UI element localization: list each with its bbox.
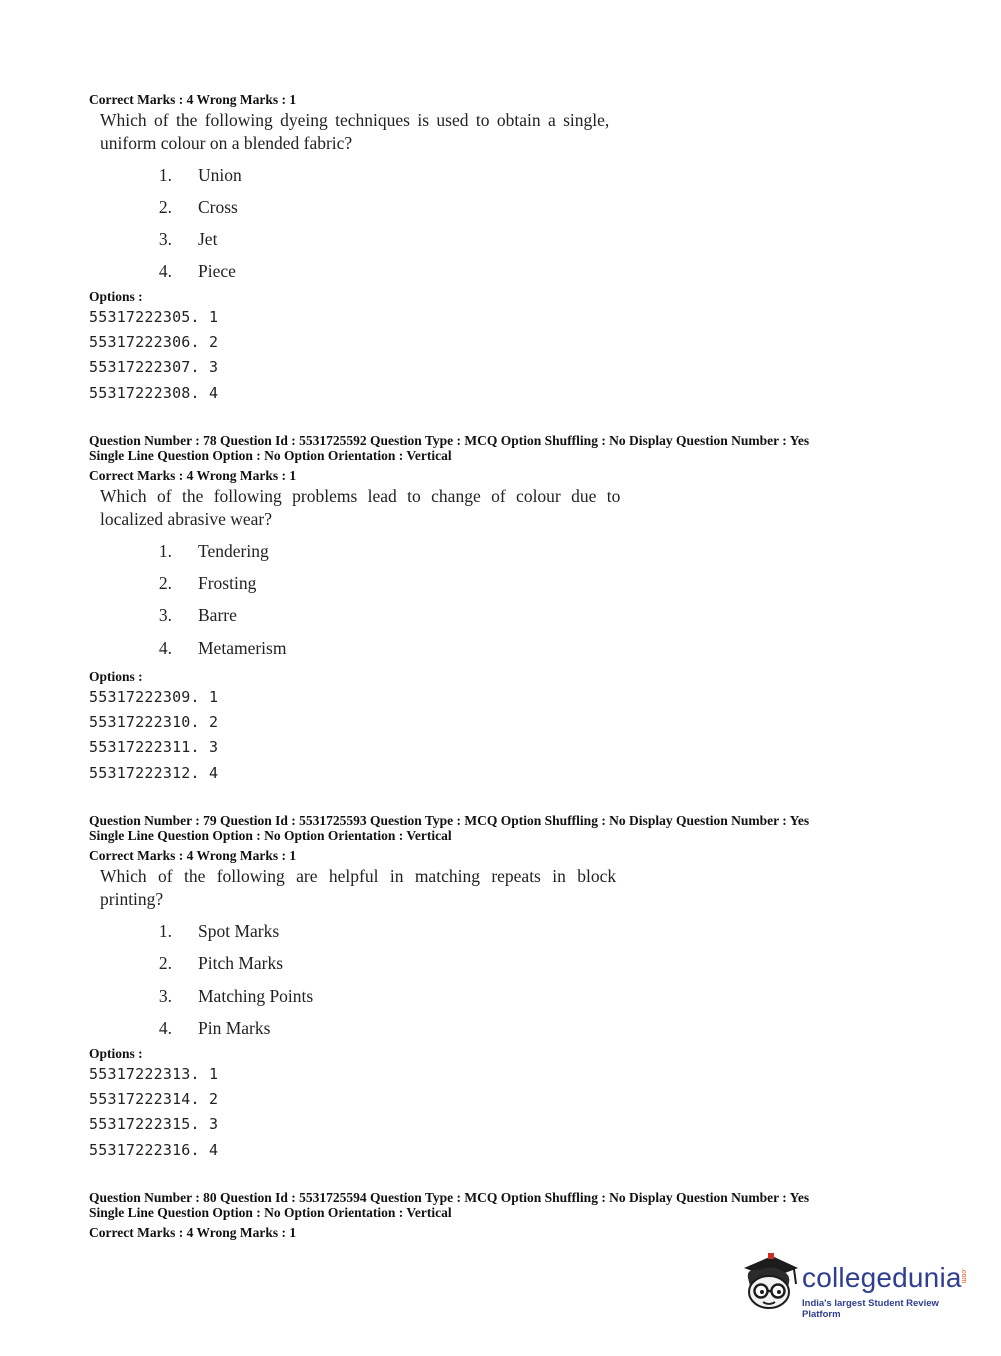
q79-header-line1: Question Number : 79 Question Id : 5531725593 Question Type : MCQ Option Shuffling : No Display Question Number : Yes [89, 813, 810, 828]
logo-tagline: India's largest Student Review Platform [802, 1298, 939, 1320]
q78-text-line2: localized abrasive wear? [100, 509, 272, 529]
q79-question-text [100, 865, 616, 911]
choice-text: Jet [198, 229, 218, 249]
student-mascot-icon [738, 1250, 800, 1312]
choice-number: 4. [158, 638, 172, 658]
q78-option-row: 55317222311. 3 [89, 738, 219, 756]
choice-text: Piece [198, 261, 236, 281]
choice-number: 1. [158, 921, 172, 941]
q77-option-row: 55317222306. 2 [89, 333, 219, 351]
q77-text-line2: uniform colour on a blended fabric? [100, 133, 353, 153]
q77-option-row: 55317222307. 3 [89, 358, 219, 376]
choice-text: Barre [198, 605, 237, 625]
q79-option-row: 55317222314. 2 [89, 1090, 219, 1108]
q79-marks: Correct Marks : 4 Wrong Marks : 1 [89, 848, 297, 863]
choice-text: Frosting [198, 573, 257, 593]
choice-number: 3. [158, 605, 172, 625]
choice-number: 3. [158, 986, 172, 1006]
choice-text: Metamerism [198, 638, 287, 658]
choice-text: Pin Marks [198, 1018, 271, 1038]
choice-number: 4. [158, 261, 172, 281]
choice-number: 4. [158, 1018, 172, 1038]
collegedunia-logo[interactable] [738, 1248, 968, 1318]
q78-question-text [100, 485, 620, 531]
q77-option-row: 55317222308. 4 [89, 384, 219, 402]
q77-options-label: Options : [89, 289, 143, 304]
q78-marks: Correct Marks : 4 Wrong Marks : 1 [89, 468, 297, 483]
q79-option-row: 55317222316. 4 [89, 1141, 219, 1159]
q78-text-line1: Which of the following problems lead to change of colour due to [100, 486, 621, 506]
choice-number: 1. [158, 541, 172, 561]
q77-option-row: 55317222305. 1 [89, 308, 219, 326]
q78-option-row: 55317222310. 2 [89, 713, 219, 731]
q79-option-row: 55317222313. 1 [89, 1065, 219, 1083]
choice-text: Spot Marks [198, 921, 280, 941]
q80-header-line2: Single Line Question Option : No Option Orientation : Vertical [89, 1205, 452, 1220]
choice-text: Pitch Marks [198, 953, 284, 973]
choice-text: Union [198, 165, 242, 185]
q78-header-line2: Single Line Question Option : No Option Orientation : Vertical [89, 448, 452, 463]
q79-options-label: Options : [89, 1046, 143, 1061]
logo-com: .com [960, 1268, 967, 1284]
choice-text: Cross [198, 197, 238, 217]
q79-option-row: 55317222315. 3 [89, 1115, 219, 1133]
q79-header-line2: Single Line Question Option : No Option Orientation : Vertical [89, 828, 452, 843]
q79-text-line2: printing? [100, 889, 164, 909]
q80-marks: Correct Marks : 4 Wrong Marks : 1 [89, 1225, 297, 1240]
choice-text: Tendering [198, 541, 269, 561]
q78-option-row: 55317222312. 4 [89, 764, 219, 782]
q77-question-text [100, 109, 609, 155]
q79-text-line1: Which of the following are helpful in matching repeats in block [100, 866, 617, 886]
q78-option-row: 55317222309. 1 [89, 688, 219, 706]
q80-header-line1: Question Number : 80 Question Id : 5531725594 Question Type : MCQ Option Shuffling : No Display Question Number : Yes [89, 1190, 810, 1205]
choice-number: 3. [158, 229, 172, 249]
q77-text-line1: Which of the following dyeing techniques is used to obtain a single, [100, 110, 610, 130]
q77-marks: Correct Marks : 4 Wrong Marks : 1 [89, 92, 297, 107]
choice-number: 2. [158, 197, 172, 217]
logo-wordmark: collegedunia [802, 1262, 962, 1293]
choice-number: 1. [158, 165, 172, 185]
choice-number: 2. [158, 953, 172, 973]
q78-header-line1: Question Number : 78 Question Id : 5531725592 Question Type : MCQ Option Shuffling : No Display Question Number : Yes [89, 433, 810, 448]
choice-text: Matching Points [198, 986, 314, 1006]
q78-options-label: Options : [89, 669, 143, 684]
choice-number: 2. [158, 573, 172, 593]
